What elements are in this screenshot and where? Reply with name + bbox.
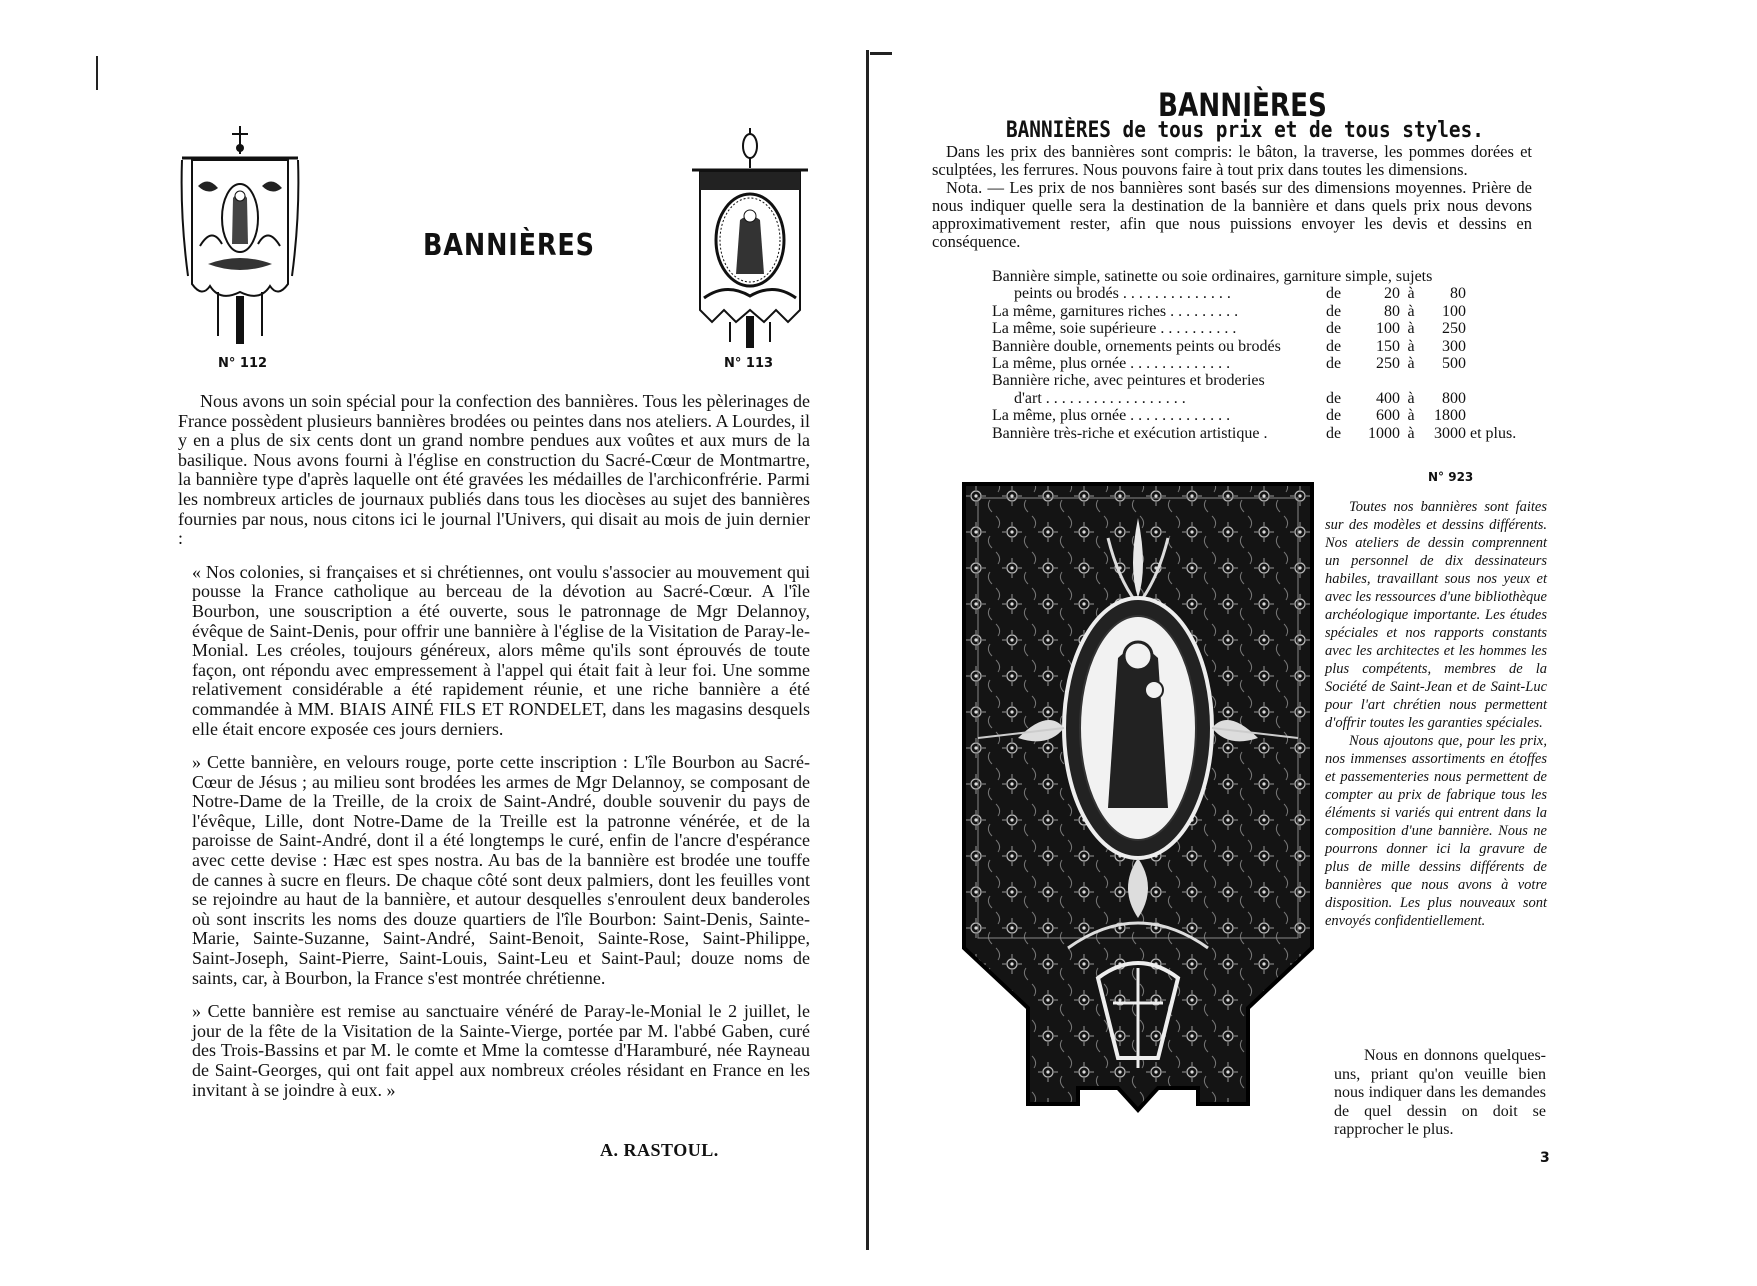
price-to-word: à	[1407, 389, 1415, 407]
price-suffix	[1466, 338, 1540, 355]
intro-text	[932, 143, 1532, 251]
price-to-word: à	[1407, 285, 1415, 303]
banner-112-caption: N° 112	[218, 356, 268, 371]
price-label: La même, garnitures riches . . . . . . . . .	[992, 302, 1239, 320]
price-row	[992, 372, 1540, 389]
right-page-title: BANNIÈRES	[1158, 86, 1327, 124]
description-paragraph: Toutes nos bannières sont faites sur des modèles et dessins différents. Nos ateliers de dessin comprennent un personnel de dix dessinateurs habiles, travaillant sous nos yeux et avec les ressources d'une bibliothèque archéologique importante. Les études spéciales et nos rapports constants avec les architectes et les hommes les plus compétents, membres de la Société de Saint-Jean et de Saint-Luc pour l'art chrétien nous permettent d'offrir toutes les garanties spéciales.	[1325, 499, 1547, 731]
price-row	[992, 338, 1540, 355]
price-suffix	[1501, 268, 1540, 285]
price-suffix	[1466, 303, 1540, 320]
page-number: 3	[1540, 1150, 1550, 1166]
article-paragraph: » Cette bannière est remise au sanctuaire vénéré de Paray-le-Monial le 2 juillet, le jour de la fête de la Visitation de la Sainte-Vierge, portée par M. l'abbé Gaben, curé des Trois-Bassins et par M. le comte et Mme la comtesse d'Haramburé, née Rayneau de Saint-Georges, qui ont fait appel aux nombreux créoles résidant en France en les invitant à se joindre à eux. »	[192, 1001, 810, 1100]
price-suffix	[1466, 407, 1540, 424]
price-max: 100	[1442, 302, 1466, 320]
price-to-word: à	[1407, 407, 1415, 425]
right-page-subtitle: BANNIÈRES de tous prix et de tous styles.	[1006, 118, 1484, 143]
price-row	[992, 320, 1540, 337]
price-from-word	[1432, 268, 1447, 285]
price-from-word: de	[1326, 355, 1342, 373]
price-min: 250	[1376, 355, 1400, 373]
price-suffix	[1466, 355, 1540, 372]
price-min: 80	[1384, 302, 1400, 320]
price-label: Bannière très-riche et exécution artistique .	[992, 424, 1268, 442]
price-from-word: de	[1326, 407, 1342, 425]
price-to-word: à	[1407, 302, 1415, 320]
article-paragraph: Nous avons un soin spécial pour la confection des bannières. Tous les pèlerinages de France possèdent plusieurs bannières brodées ou peintes dans nos ateliers. A Lourdes, il y en a plus de six cents dont un grand nombre pendues aux voûtes et aux murs de la basilique. Nous avons fourni à l'église en construction du Sacré-Cœur de Montmartre, la bannière type d'après laquelle ont été gravées les médailles de l'archiconfrérie. Parmi les nombreux articles de journaux publiés dans tous les diocèses au sujet des bannières fournies par nous, nous citons ici le journal l'Univers, qui disait au mois de juin dernier :	[178, 391, 810, 549]
price-max: 1800	[1434, 407, 1466, 425]
price-max: 80	[1450, 285, 1466, 303]
price-label: Bannière riche, avec peintures et broderies	[992, 372, 1265, 390]
price-suffix	[1466, 320, 1540, 337]
price-to-word: à	[1407, 337, 1415, 355]
price-from-word: de	[1326, 337, 1342, 355]
banner-113-caption: N° 113	[724, 356, 774, 371]
price-min: 20	[1384, 285, 1400, 303]
price-from-word: de	[1326, 424, 1342, 442]
price-suffix	[1466, 390, 1540, 407]
price-row	[992, 268, 1540, 285]
price-min	[1447, 268, 1469, 285]
nota-paragraph: Nota. — Les prix de nos bannières sont basés sur des dimensions moyennes. Prière de nous indiquer quelle sera la destination de la bannière et dans quels prix nous devons approximativement rester, afin que nous puissions envoyer les devis et dessins en conséquence.	[932, 178, 1532, 251]
price-label: La même, plus ornée . . . . . . . . . . . . .	[992, 407, 1231, 425]
article-signature: A. RASTOUL.	[600, 1140, 719, 1160]
banner-112-illustration	[178, 126, 302, 350]
closing-text	[1334, 1047, 1546, 1140]
price-to-word: à	[1407, 355, 1415, 373]
price-max: 500	[1442, 355, 1466, 373]
price-from-word	[1326, 372, 1356, 389]
article-paragraph: « Nos colonies, si françaises et si chrétiennes, ont voulu s'associer au mouvement qui pousse la France catholique au berceau de la dévotion au Sacré-Cœur. A l'île Bourbon, une souscription a été ouverte, sous le patronnage de Mgr Delannoy, évêque de Saint-Denis, pour offrir une bannière à l'église de la Visitation de Paray-le-Monial. Les créoles, toujours généreux, alors même qu'ils sont éprouvés de toute façon, ont répondu avec empressement à l'appel qui était fait à leur foi. Une somme relativement considérable a été rapidement réunie, et une riche bannière a été commandée à MM. BIAIS AINÉ FILS ET RONDELET, dans les magasins desquels elle était encore exposée ces jours derniers.	[192, 561, 810, 739]
left-page-title: BANNIÈRES	[423, 228, 595, 263]
price-to-word: à	[1407, 424, 1415, 442]
price-label: Bannière simple, satinette ou soie ordinaires, garniture simple, sujets	[992, 268, 1433, 285]
left-article	[178, 392, 810, 1114]
price-max: 3000	[1434, 424, 1466, 442]
price-max: 300	[1442, 337, 1466, 355]
price-min	[1356, 372, 1400, 389]
price-max: 800	[1442, 389, 1466, 407]
price-row	[992, 355, 1540, 372]
price-row	[992, 303, 1540, 320]
price-max: 250	[1442, 320, 1466, 338]
price-to-word: à	[1407, 320, 1415, 338]
price-max	[1480, 268, 1502, 285]
price-from-word: de	[1326, 285, 1342, 303]
price-label: Bannière double, ornements peints ou brodés	[992, 337, 1281, 355]
price-row	[992, 390, 1540, 407]
price-min: 150	[1376, 337, 1400, 355]
price-from-word: de	[1326, 389, 1342, 407]
price-min: 600	[1376, 407, 1400, 425]
description-paragraph: Nous ajoutons que, pour les prix, nos immenses assortiments en étoffes et passementeries nous permettent de compter au prix de fabrique tous les éléments si variés qui entrent dans la composition d'une bannière. Nous ne pourrons donner ici la gravure de plus de mille dessins différents de bannières que nous avons à votre disposition. Les plus nouveaux sont envoyés confidentiellement.	[1325, 733, 1547, 929]
price-row	[992, 407, 1540, 424]
price-label: d'art . . . . . . . . . . . . . . . . . .	[1014, 389, 1186, 407]
price-to-word	[1469, 268, 1480, 285]
price-to-word	[1400, 372, 1422, 389]
price-row	[992, 425, 1540, 442]
price-row	[992, 285, 1540, 302]
page-gutter	[866, 50, 869, 1250]
price-min: 400	[1376, 389, 1400, 407]
price-label: La même, soie supérieure . . . . . . . . . .	[992, 320, 1237, 338]
price-suffix	[1466, 372, 1540, 389]
price-min: 100	[1376, 320, 1400, 338]
intro-paragraph: Dans les prix des bannières sont compris: le bâton, la traverse, les pommes dorées et sculptées, les ferrures. Nous pouvons faire à tout prix dans toutes les dimensions.	[932, 142, 1532, 179]
closing-paragraph: Nous en donnons quelques-uns, priant qu'on veuille bien nous indiquer dans les demandes de quel dessin on doit se rapprocher le plus.	[1334, 1047, 1546, 1139]
price-suffix: et plus.	[1470, 424, 1517, 442]
price-label: peints ou brodés . . . . . . . . . . . . . .	[1014, 285, 1231, 303]
price-from-word: de	[1326, 302, 1342, 320]
article-paragraph: » Cette bannière, en velours rouge, porte cette inscription : L'île Bourbon au Sacré-Cœur de Jésus ; au milieu sont brodées les armes de Mgr Delannoy, se composant de Notre-Dame de la Treille, de la croix de Saint-André, double souvenir du pays de l'évêque, Lille, dont Notre-Dame de la Treille est la patronne vénérée, et de la paroisse de Saint-André, dont il a été longtemps le curé, enfin de l'ancre d'espérance avec cette devise : Hæc est spes nostra. Au bas de la bannière est brodée une touffe de cannes à sucre en fleurs. De chaque côté sont deux palmiers, dont les feuilles vont se rejoindre au haut de la bannière, et autour desquelles s'enroulent deux banderoles où sont inscrits les noms des douze quartiers de l'île Bourbon: Saint-Denis, Sainte-Marie, Sainte-Suzanne, Saint-André, Saint-Benoit, Sainte-Rose, Saint-Philippe, Saint-Joseph, Saint-Pierre, Saint-Louis, Saint-Leu et Saint-Paul; douze noms de saints, car, à Bourbon, la France s'est montrée chrétienne.	[192, 752, 810, 988]
banner-113-illustration	[690, 128, 810, 350]
price-suffix	[1466, 285, 1540, 302]
price-label: La même, plus ornée . . . . . . . . . . . . .	[992, 355, 1231, 373]
banner-923-caption: N° 923	[1428, 470, 1474, 484]
price-min: 1000	[1368, 424, 1400, 442]
banner-description	[1325, 498, 1547, 930]
banner-923-illustration	[958, 478, 1318, 1110]
price-list	[992, 268, 1540, 442]
price-from-word: de	[1326, 320, 1342, 338]
price-max	[1422, 372, 1466, 389]
